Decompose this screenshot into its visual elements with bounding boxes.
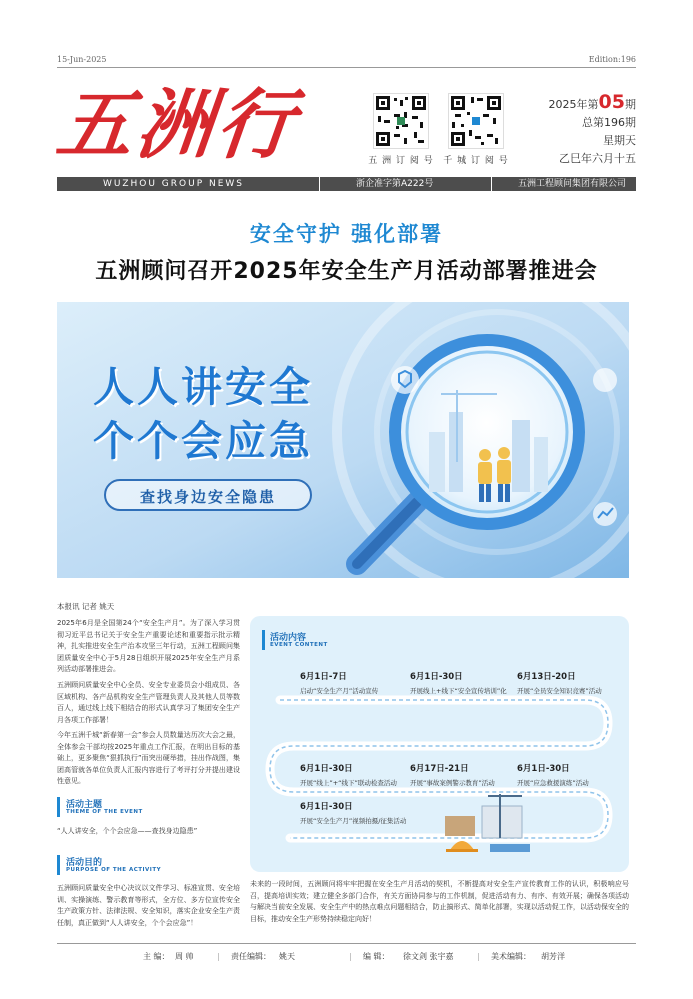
event-item xyxy=(300,762,400,789)
hero-slogan: 查找身边安全隐患 xyxy=(139,488,276,506)
top-rule xyxy=(57,67,636,68)
closing-paragraph: 未来的一段时间，五洲顾问将牢牢把握在安全生产月活动的契机，不断提高对安全生产宣传教育工作的认识，积极响应号召，提高培训实效；建立健全多部门合作，有关方面协同参与的工作机制，促进活动有力、有序、有效开展；确保各项活动与解决当前安全发展、安全生产中的热点难点问题相结合，防止搞形式、简单化部署，实现以活动促工作，以活动保安全的目标，推动安全生产形势持续稳定向好！ xyxy=(250,880,629,923)
footer-rule xyxy=(57,943,636,944)
chief-editor: 周 帅 xyxy=(175,952,194,961)
issue-info xyxy=(516,93,636,168)
event-item xyxy=(300,800,450,827)
event-date: 6月1日-30日 xyxy=(410,672,463,682)
event-text: 开展“事故案例警示教育”活动 xyxy=(410,779,495,787)
event-text: 开展“线上”+“线下”联动检查活动 xyxy=(300,779,397,787)
event-text: 开展“全员安全知识竞赛”活动 xyxy=(517,687,602,695)
article-paragraph: 2025年6月是全国第24个“安全生产月”。为了深入学习贯彻习近平总书记关于安全生产重要论述和重要指示批示精神，扎实推进安全生产治本攻坚三年行动，五洲工程顾问集团质量安全中心于5月28日组织开展2025年安全生产月系列活动部署推进会。 xyxy=(57,619,240,673)
lunar-date: 乙巳年六月十五 xyxy=(559,152,636,165)
art-editor-label: 美术编辑： xyxy=(491,952,531,961)
event-text: 开展“安全生产月”视频拍摄/征集活动 xyxy=(300,817,407,825)
footer-separator: | xyxy=(477,952,480,961)
event-date: 6月17日-21日 xyxy=(410,764,469,774)
purpose-text: 五洲顾问质量安全中心决议以文件学习、标准宣贯、安全培训、实操演练、警示教育等形式，全方位、多方位宣传安全生产政策方针、法律法规、安全知识，落实企业安全生产责任制，真正做到“人人讲安全，个个会应急”！ xyxy=(57,884,240,927)
qr-code-icon xyxy=(373,93,429,149)
event-timeline xyxy=(250,616,629,872)
footer-separator: | xyxy=(349,952,352,961)
english-name: WUZHOU GROUP NEWS xyxy=(103,179,245,189)
edition-number: Edition:196 xyxy=(588,55,636,64)
event-text: 启动“安全生产月”活动宣传 xyxy=(300,687,379,695)
top-line xyxy=(57,55,636,67)
event-item xyxy=(517,762,617,789)
qr-label: 五 洲 订 阅 号 xyxy=(368,156,434,166)
purpose-heading-en: PURPOSE OF THE ACTIVITY xyxy=(66,867,162,873)
masthead-bar xyxy=(57,177,636,191)
issue-date: 15-Jun-2025 xyxy=(57,55,107,64)
section-marker xyxy=(57,855,60,875)
event-text: 开展“应急救援演练”活动 xyxy=(517,779,589,787)
event-date: 6月1日-30日 xyxy=(517,764,570,774)
theme-heading-zh: 活动主题 xyxy=(66,800,103,810)
issue-prefix: 2025年第 xyxy=(548,98,599,111)
article-paragraph: 五洲顾问质量安全中心全员、安全专业委员会小组成员、各区域机构、各产品机构安全生产管理负责人及其他人员等数百人，通过线上线下相结合的形式认真学习了集团安全生产月各项工作部署！ xyxy=(57,681,240,724)
byline: 本报讯 记者 姚天 xyxy=(57,602,115,611)
weekday: 星期天 xyxy=(603,134,636,147)
logo-text: 五洲行 xyxy=(52,80,302,169)
headline: 五洲顾问召开2025年安全生产月活动部署推进会 xyxy=(95,259,598,284)
issue-suffix: 期 xyxy=(625,98,636,111)
theme-heading-en: THEME OF THE EVENT xyxy=(66,809,143,815)
section-marker xyxy=(262,630,265,650)
editors-label: 编 辑： xyxy=(363,952,390,961)
purpose-heading-zh: 活动目的 xyxy=(66,858,103,868)
event-date: 6月1日-7日 xyxy=(300,672,347,682)
event-date: 6月13日-20日 xyxy=(517,672,576,682)
event-item xyxy=(410,670,510,697)
editors: 徐文剑 张宇嘉 xyxy=(403,952,454,961)
masthead-logo xyxy=(52,75,357,175)
event-heading-zh: 活动内容 xyxy=(270,633,307,643)
responsible-editor: 姚天 xyxy=(279,952,295,961)
footer-credits xyxy=(57,948,636,966)
event-item xyxy=(300,670,400,697)
qr-code-icon xyxy=(448,93,504,149)
event-text: 开展线上+线下“安全宣传培训”化 xyxy=(410,687,507,695)
organization-name: 五洲工程顾问集团有限公司 xyxy=(491,177,626,191)
section-marker xyxy=(57,797,60,817)
hero-illustration xyxy=(57,302,629,578)
issue-number: 05 xyxy=(598,91,625,113)
art-editor: 胡芳洋 xyxy=(541,952,565,961)
total-issue: 总第196期 xyxy=(582,116,636,129)
event-item xyxy=(517,670,617,697)
registration-number: 浙企准字第A222号 xyxy=(319,177,509,191)
event-date: 6月1日-30日 xyxy=(300,802,353,812)
qr-label: 千 城 订 阅 号 xyxy=(443,156,509,166)
event-item xyxy=(410,762,510,789)
article-paragraph: 今年五洲千城“新春第一会”参会人员数量达历次大会之最，全体参会干部均按2025年重点工作汇报，在明出目标的基础上，更多聚焦“狠抓执行”而突出硬举措，挂出作战图，集团高管就各单位负责人汇报内容进行了考评打分并提出建设性意见。 xyxy=(57,731,240,785)
chief-editor-label: 主 编： xyxy=(143,952,170,961)
subtitle: 安全守护 强化部署 xyxy=(249,222,444,246)
theme-text: “人人讲安全，个个会应急——查找身边隐患” xyxy=(57,827,198,835)
theme-heading xyxy=(57,797,240,819)
hero-title-1: 人人讲安全 xyxy=(93,363,313,411)
purpose-heading xyxy=(57,855,240,877)
hero-title-2: 个个会应急 xyxy=(93,417,313,465)
responsible-editor-label: 责任编辑： xyxy=(231,952,271,961)
footer-separator: | xyxy=(217,952,220,961)
event-heading-en: EVENT CONTENT xyxy=(270,642,328,648)
issue-line xyxy=(516,93,636,114)
event-date: 6月1日-30日 xyxy=(300,764,353,774)
